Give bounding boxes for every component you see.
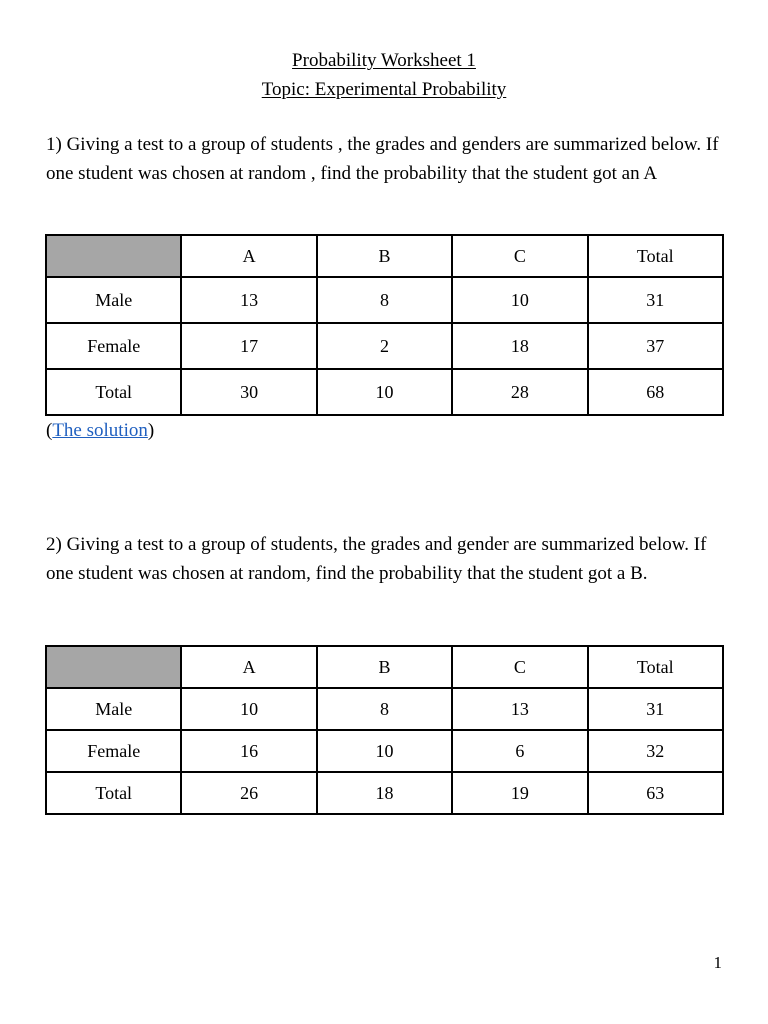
table-row-label: Male [46,277,181,323]
table-row-label: Female [46,323,181,369]
question-2-text: 2) Giving a test to a group of students, the grades and gender are summarized below. If one student was chosen at random, find the probability that the student got a B. [46,534,707,584]
table-row [46,772,723,814]
table-row-label: Total [46,369,181,415]
solution-close-paren: ) [147,420,155,441]
table-cell: 10 [317,369,452,415]
table-cell: 16 [181,730,316,772]
table-header-cell: Total [588,646,723,688]
table-row [46,688,723,730]
table-row-label: Total [46,772,181,814]
table-cell: 18 [452,323,587,369]
table-row-label: Female [46,730,181,772]
table-cell: 6 [452,730,587,772]
table-header-row [46,646,723,688]
table-header-cell: A [181,646,316,688]
table-cell: 31 [588,277,723,323]
table-cell: 2 [317,323,452,369]
table-header-cell: Total [588,235,723,277]
table-cell: 32 [588,730,723,772]
table-row [46,369,723,415]
page-number: 1 [713,953,722,972]
table-header-cell: B [317,235,452,277]
table-cell: 10 [452,277,587,323]
table-cell: 18 [317,772,452,814]
table-cell: 30 [181,369,316,415]
question-2-table [45,645,724,815]
table-cell: 13 [181,277,316,323]
table-cell: 10 [317,730,452,772]
table-cell: 68 [588,369,723,415]
table-cell: 37 [588,323,723,369]
question-1-text: 1) Giving a test to a group of students , the grades and genders are summarized below. If one student was chosen at random , find the probability that the student got an A [46,134,719,184]
table-cell: 28 [452,369,587,415]
table-header-cell: C [452,235,587,277]
table-row [46,323,723,369]
table-cell: 19 [452,772,587,814]
worksheet-topic: Topic: Experimental Probability [261,79,507,100]
table-cell: 10 [181,688,316,730]
table-cell: 26 [181,772,316,814]
solution-link[interactable]: The solution [52,420,148,441]
table-cell: 63 [588,772,723,814]
table-row-label: Male [46,688,181,730]
question-1-table [45,234,724,416]
table-cell: 8 [317,277,452,323]
table-cell: 17 [181,323,316,369]
table-header-row [46,235,723,277]
table-header-cell: C [452,646,587,688]
solution-line [46,418,154,444]
title-block [0,46,768,104]
table-row [46,730,723,772]
table-corner-cell [46,646,181,688]
table-cell: 13 [452,688,587,730]
table-header-cell: B [317,646,452,688]
solution-open-paren: ( [46,420,53,441]
table-cell: 8 [317,688,452,730]
table-corner-cell [46,235,181,277]
table-row [46,277,723,323]
worksheet-title: Probability Worksheet 1 [292,50,476,71]
table-cell: 31 [588,688,723,730]
table-header-cell: A [181,235,316,277]
